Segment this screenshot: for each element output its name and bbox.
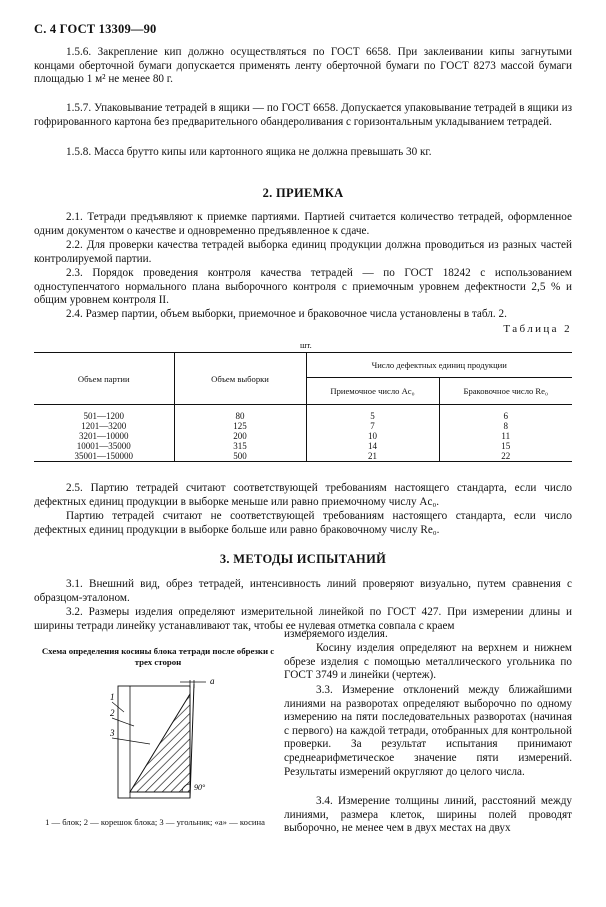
table-row	[34, 405, 572, 422]
paragraph-3-2-skew: Косину изделия определяют на верхнем и нижнем обрезе изделия с помощью металлического угольника по ГОСТ 3749 и линейки (чертеж).	[284, 642, 572, 682]
table-row	[34, 431, 572, 441]
table-row	[34, 451, 572, 462]
section-3-title: 3. МЕТОДЫ ИСПЫТАНИЙ	[219, 552, 387, 566]
paragraph-2-5: 2.5. Партию тетрадей считают соответствующей требованиям настоящего стандарта, если число дефектных единиц продукции в выборке меньше или равно приемочному числу Ac₀.	[34, 482, 572, 508]
cell-accept: 7	[306, 421, 439, 431]
cell-lot: 3201—10000	[79, 431, 129, 441]
cell-accept: 5	[306, 405, 439, 422]
label-2: 2	[110, 708, 115, 718]
set-square	[130, 694, 190, 792]
cell-lot: 501—1200	[83, 411, 124, 421]
cell-reject: 8	[439, 421, 572, 431]
figure-caption: 1 — блок; 2 — корешок блока; 3 — угольник; «а» — косина	[45, 817, 265, 827]
leader-2	[112, 718, 134, 726]
paragraph-3-2: 3.2. Размеры изделия определяют измерительной линейкой по ГОСТ 427. При измерении длины и ширины тетради линейку устанавливают так, чтобы ее нулевая отметка совпала с краем	[34, 606, 572, 632]
cell-sample: 315	[174, 441, 306, 451]
paragraph-2-1: 2.1. Тетради предъявляют к приемке партиями. Партией считается количество тетрадей, оформленное одним документом о качестве и одновременно предъявленное к сдаче.	[34, 211, 572, 237]
figure-title: Схема определения косины блока тетради после обрезки с трех сторон	[41, 646, 275, 667]
paragraph-1-5-8: 1.5.8. Масса брутто кипы или картонного ящика не должна превышать 30 кг.	[66, 146, 432, 158]
paragraph-1-5-7: 1.5.7. Упаковывание тетрадей в ящики — по ГОСТ 6658. Допускается упаковывание тетрадей в ящики из гофрированного картона без предварительного обандероливания с горизонтальным укладыванием тетрадей.	[34, 102, 572, 128]
header-defective-units: Число дефектных единиц продукции	[306, 353, 572, 378]
cell-accept: 21	[306, 451, 439, 462]
cell-sample: 200	[174, 431, 306, 441]
header-rejection-number: Браковочное число Re₀	[439, 378, 572, 405]
cell-reject: 6	[439, 405, 572, 422]
header-acceptance-number: Приемочное число Ac₀	[306, 378, 439, 405]
paragraph-1-5-6: 1.5.6. Закрепление кип должно осуществляться по ГОСТ 6658. При заклеивании кипы загнутыми концами оберточной бумаги допускается применять ленту оберточной бумаги по ГОСТ 8273 массой бумаги площадью 1 м² не менее 80 г.	[34, 46, 572, 86]
cell-sample: 125	[174, 421, 306, 431]
label-3: 3	[110, 728, 115, 738]
section-2-title: 2. ПРИЕМКА	[262, 186, 344, 200]
cell-lot: 35001—150000	[34, 451, 174, 462]
cell-reject: 11	[439, 431, 572, 441]
table-unit: шт.	[300, 340, 312, 350]
skew-measurement-drawing	[110, 674, 230, 804]
paragraph-3-4: 3.4. Измерение толщины линий, расстояний между линиями, размера клеток, ширины полей проводят выборочно, не менее чем в двух местах на двух	[284, 795, 572, 835]
label-a: а	[210, 676, 215, 686]
paragraph-2-5-continued: Партию тетрадей считают не соответствующей требованиям настоящего стандарта, если число дефектных единиц продукции в выборке больше или равно браковочному числу Re₀.	[34, 510, 572, 536]
cell-lot: 10001—35000	[76, 441, 131, 451]
paragraph-2-2: 2.2. Для проверки качества тетрадей выборка единиц продукции должна проводиться из разных частей контролируемой партии.	[34, 239, 572, 265]
table-row	[34, 421, 572, 431]
skew-edge	[190, 684, 194, 798]
cell-reject: 15	[439, 441, 572, 451]
header-lot-size: Объем партии	[34, 353, 174, 405]
cell-accept: 14	[306, 441, 439, 451]
page-header: С. 4 ГОСТ 13309—90	[34, 22, 157, 36]
cell-reject: 22	[439, 451, 572, 462]
paragraph-3-2-end: измеряемого изделия.	[284, 628, 388, 640]
table-row	[34, 441, 572, 451]
paragraph-3-3: 3.3. Измерение отклонений между ближайшими линиями на разворотах определяют выборочно по одному измерению на пяти последовательных разворотах (начиная с первого) на каждой тетради, отобранных для контрольной проверки. За результат испытания принимают среднеарифметическое значение пяти измерений. Результаты измерений округляют до целого числа.	[284, 684, 572, 778]
cell-lot: 1201—3200	[81, 421, 127, 431]
cell-sample: 80	[174, 405, 306, 422]
label-angle: 90°	[194, 783, 206, 792]
paragraph-2-4: 2.4. Размер партии, объем выборки, приемочное и браковочное числа установлены в табл. 2.	[66, 308, 507, 320]
cell-accept: 10	[306, 431, 439, 441]
table-caption: Таблица 2	[503, 323, 572, 335]
cell-sample: 500	[174, 451, 306, 462]
header-sample-size: Объем выборки	[174, 353, 306, 405]
paragraph-2-3: 2.3. Порядок проведения контроля качества тетрадей — по ГОСТ 18242 с использованием одноступенчатого нормального плана выборочного контроля с приемочным уровнем дефектности 2,5 % и общим уровнем контроля II.	[34, 267, 572, 307]
acceptance-table	[34, 352, 572, 462]
label-1: 1	[110, 692, 115, 702]
paragraph-3-1: 3.1. Внешний вид, обрез тетрадей, интенсивность линий проверяют визуально, путем сравнения с образцом-эталоном.	[34, 578, 572, 604]
